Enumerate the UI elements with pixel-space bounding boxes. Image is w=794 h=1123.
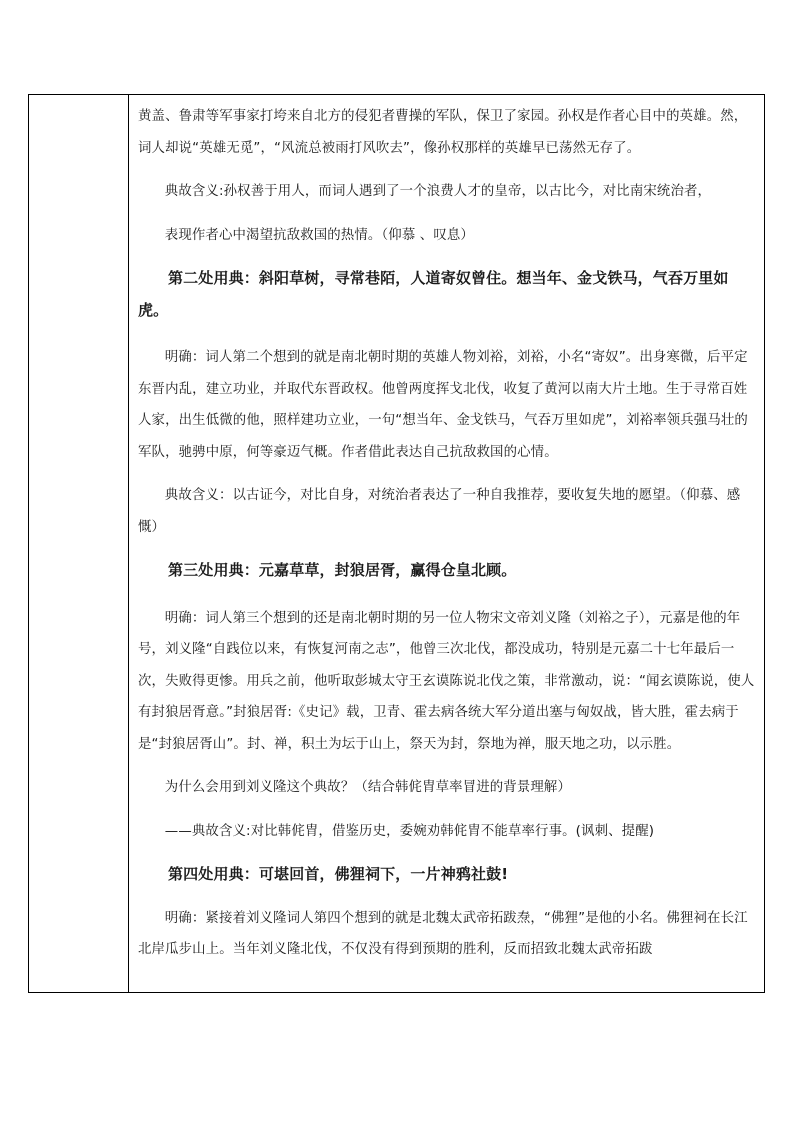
paragraph-sunquan-continued: 黄盖、鲁肃等军事家打垮来自北方的侵犯者曹操的军队，保卫了家园。孙权是作者心目中的英雄。然，词人却说“英雄无觅”，“风流总被雨打风吹去”，像孙权那样的英雄早已荡然无存了。 (138, 109, 748, 156)
paragraph-allusion-meaning-1: 典故含义:孙权善于用人，而词人遇到了一个浪费人才的皇帝，以古比今，对比南宋统治者， (164, 184, 712, 199)
document-table (28, 94, 765, 993)
heading-fourth-allusion: 第四处用典：可堪回首，佛狸祠下，一片神鸦社鼓! (168, 865, 509, 883)
paragraph-allusion-meaning-2: 典故含义：以古证今，对比自身，对统治者表达了一种自我推荐，要收复失地的愿望。（仰慕、感慨） (138, 488, 741, 535)
paragraph-question: 为什么会用到刘义隆这个典故？（结合韩侂胄草率冒进的背景理解） (164, 780, 572, 795)
heading-second-allusion: 第二处用典：斜阳草树，寻常巷陌，人道寄奴曾住。想当年、金戈铁马，气吞万里如虎。 (138, 269, 729, 319)
table-left-cell (29, 95, 129, 993)
heading-third-allusion: 第三处用典：元嘉草草，封狼居胥，赢得仓皇北顾。 (168, 561, 517, 579)
table-content-cell (129, 95, 765, 993)
paragraph-foli-explanation: 明确：紧接着刘义隆词人第四个想到的就是北魏太武帝拓跋焘，“佛狸”是他的小名。佛狸祠在长江北岸瓜步山上。当年刘义隆北伐，不仅没有得到预期的胜利，反而招致北魏太武帝拓跋 (138, 910, 748, 957)
paragraph-allusion-meaning-1-cont: 表现作者心中渴望抗敌救国的热情。（仰慕 、叹息） (164, 227, 474, 243)
paragraph-liuyu-explanation: 明确：词人第二个想到的就是南北朝时期的英雄人物刘裕，刘裕，小名“寄奴”。出身寒微，后平定东晋内乱，建立功业，并取代东晋政权。他曾两度挥戈北伐，收复了黄河以南大片土地。生于寻常百姓人家，出生低微的他，照样建功立业，一句“想当年、金戈铁马，气吞万里如虎”，刘裕率领兵强马壮的军队，驰骋中原，何等豪迈气概。作者借此表达自己抗敌救国的心情。 (138, 350, 748, 460)
document-body (129, 101, 764, 966)
paragraph-liuyilong-explanation: 明确：词人第三个想到的还是南北朝时期的另一位人物宋文帝刘义隆（刘裕之子），元嘉是他的年号，刘义隆“自践位以来，有恢复河南之志”，他曾三次北伐，都没成功，特别是元嘉二十七年最后一次，失败得更惨。用兵之前，他听取彭城太守王玄谟陈说北伐之策，非常激动，说：“闻玄谟陈说，使人有封狼居胥意。”封狼居胥:《史记》载，卫青、霍去病各统大军分道出塞与匈奴战，皆大胜，霍去病于是“封狼居胥山”。封、禅，积土为坛于山上，祭天为封，祭地为禅，服天地之功，以示胜。 (138, 610, 755, 752)
paragraph-allusion-meaning-3: ——典故含义:对比韩侂胄，借鉴历史，委婉劝韩侂胄不能草率行事。(讽刺、提醒) (164, 823, 655, 839)
